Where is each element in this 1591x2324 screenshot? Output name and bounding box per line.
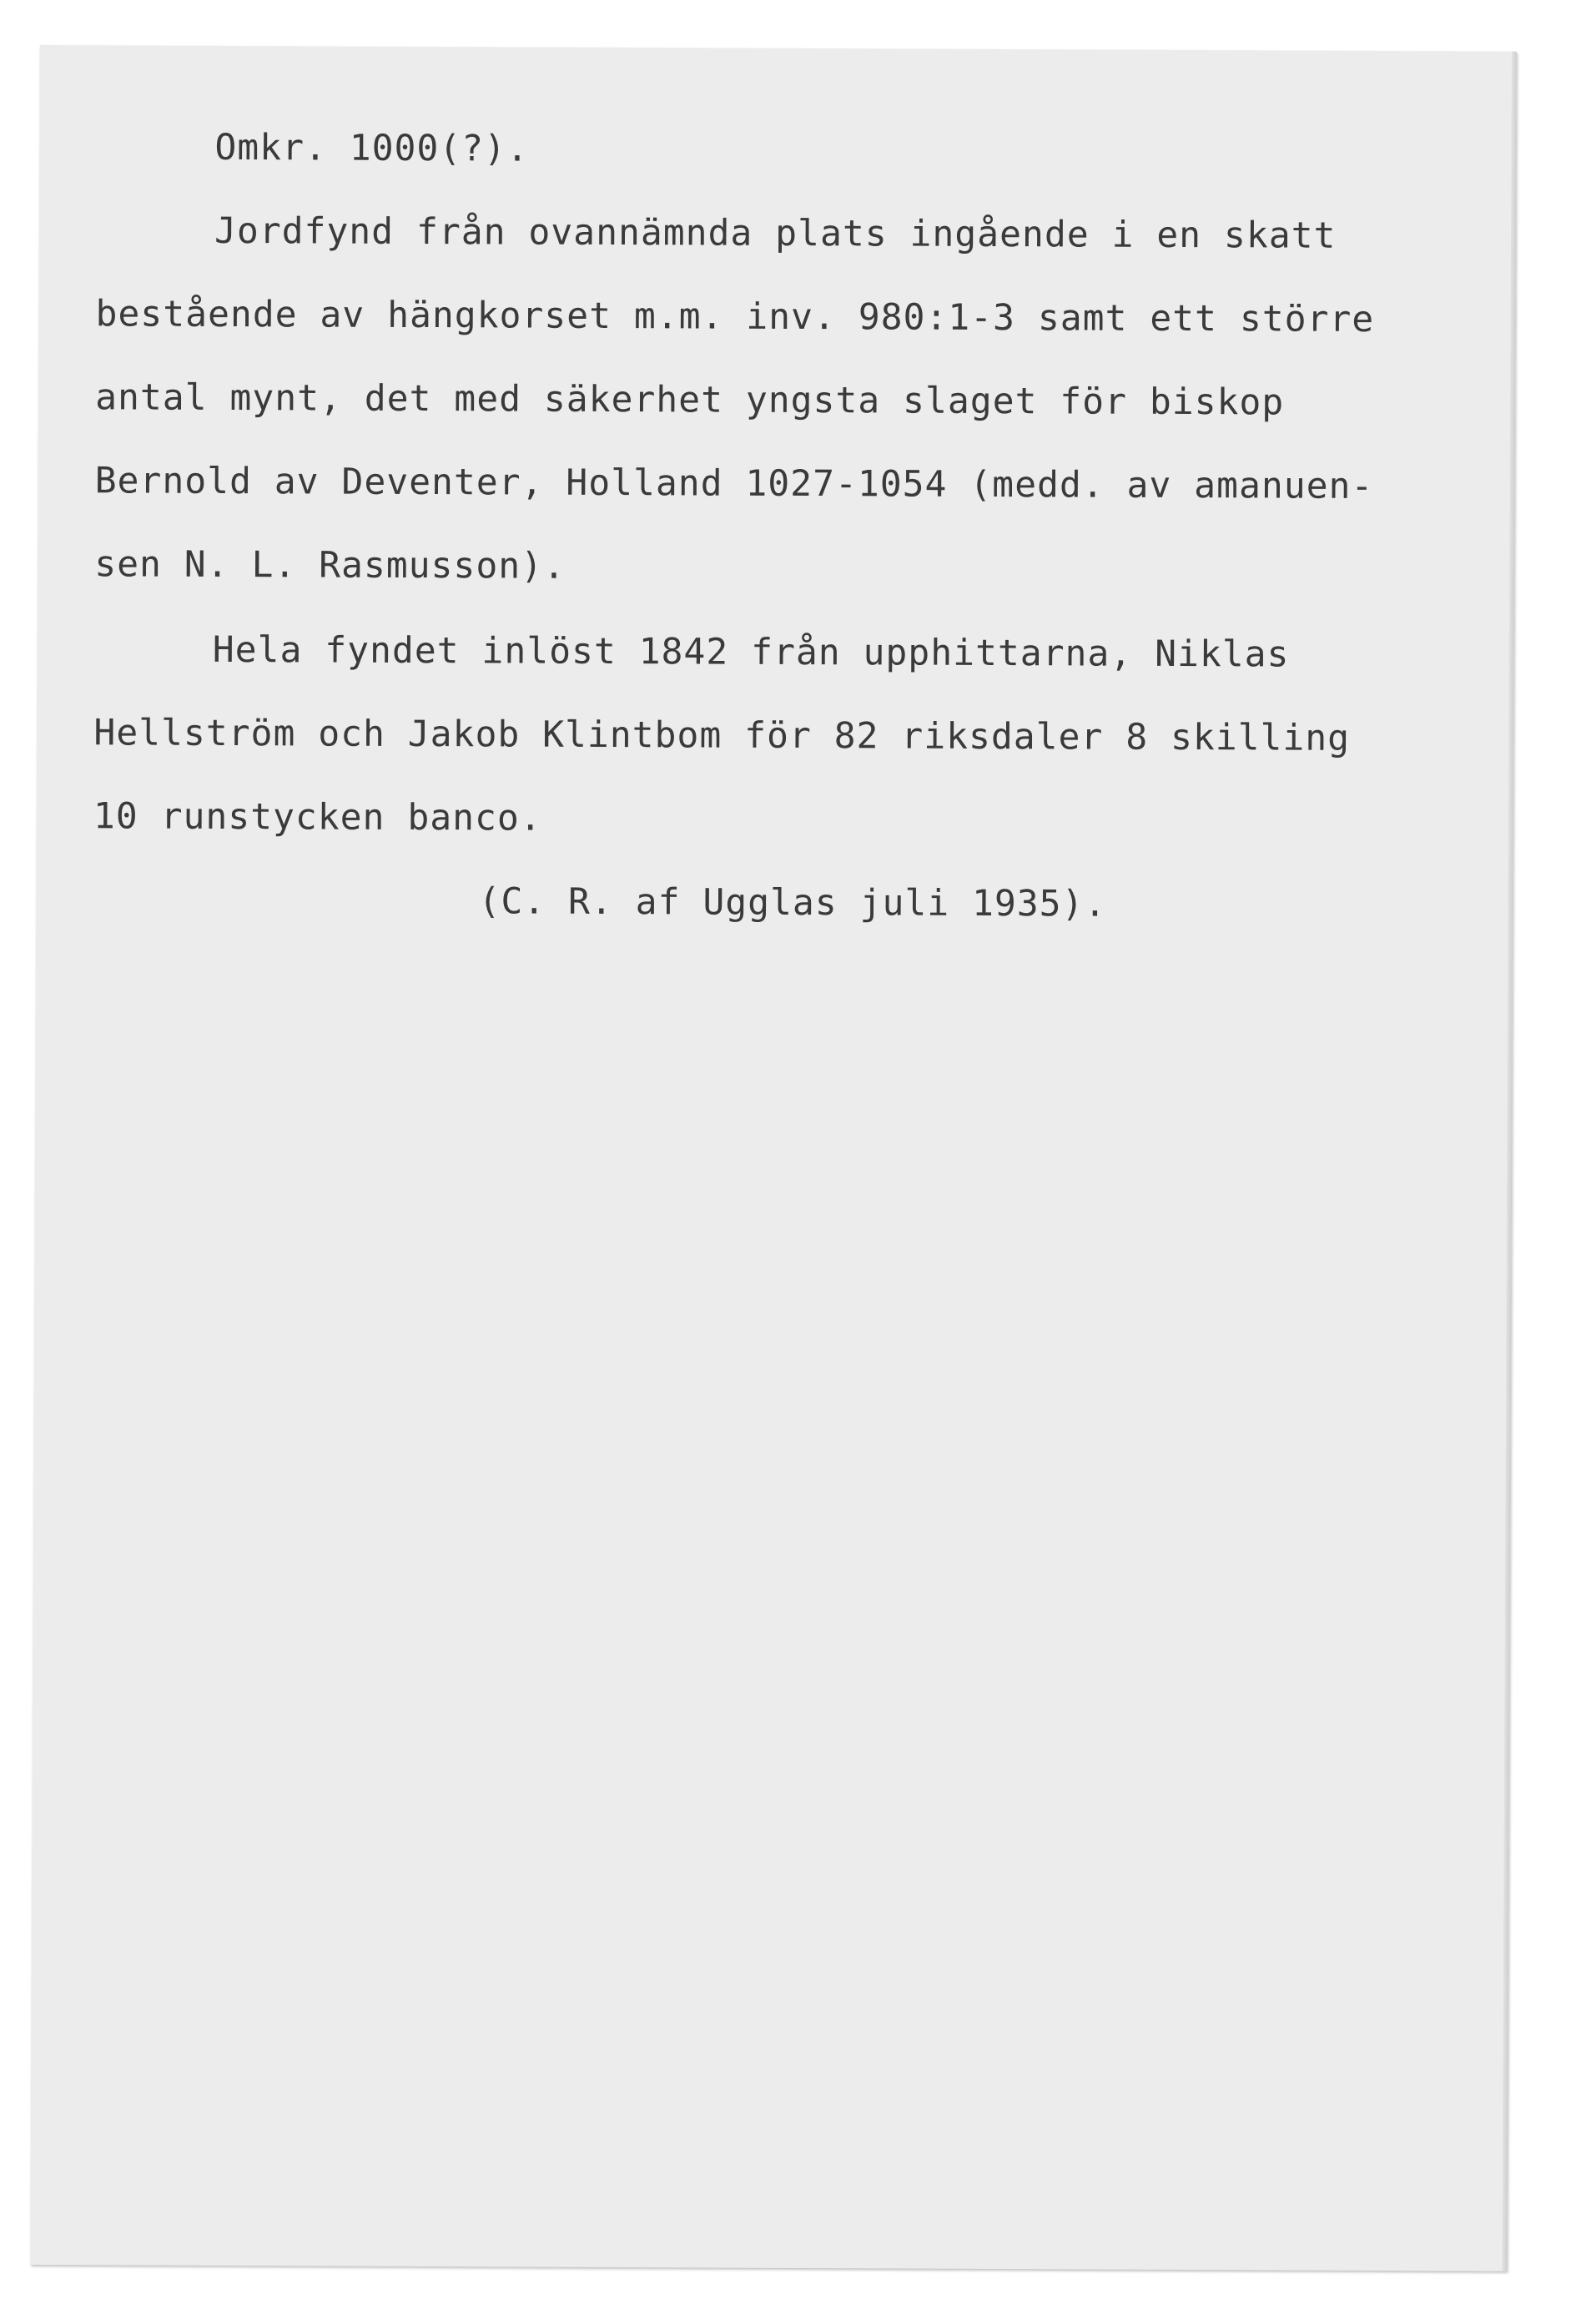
text-line-5: sen N. L. Rasmusson). — [94, 543, 566, 587]
text-line-3: antal mynt, det med säkerhet yngsta slaget för biskop — [95, 376, 1285, 424]
text-line-7: Hellström och Jakob Klintbom för 82 riksdaler 8 skilling — [93, 712, 1351, 759]
text-line-2: bestående av hängkorset m.m. inv. 980:1-3 samt ett större — [95, 293, 1375, 340]
attribution-line: (C. R. af Ugglas juli 1935). — [478, 880, 1107, 925]
text-line-1: Jordfynd från ovannämnda plats ingående i en skatt — [214, 209, 1337, 257]
text-line-4: Bernold av Deventer, Holland 1027-1054 (medd. av amanuen- — [94, 460, 1374, 507]
index-card — [30, 45, 1517, 2271]
text-line-6: Hela fyndet inlöst 1842 från upphittarna, Niklas — [212, 628, 1290, 676]
date-line: Omkr. 1000(?). — [214, 126, 530, 170]
text-line-8: 10 runstycken banco. — [93, 795, 542, 839]
